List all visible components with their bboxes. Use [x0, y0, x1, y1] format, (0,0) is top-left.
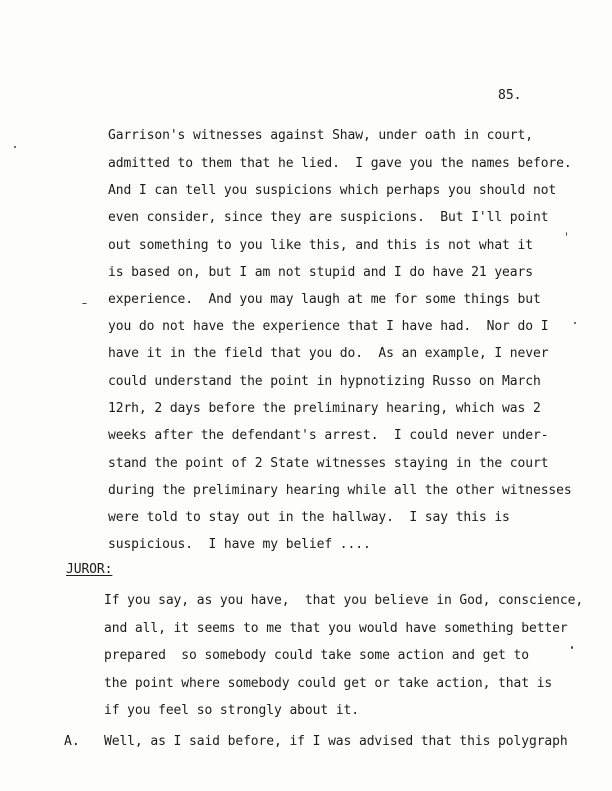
testimony-line: stand the point of 2 State witnesses staying in the court — [108, 456, 549, 471]
testimony-line: have it in the field that you do. As an example, I never — [108, 346, 549, 361]
testimony-line: weeks after the defendant's arrest. I could never under- — [108, 428, 549, 443]
juror-line: if you feel so strongly about it. — [104, 703, 359, 718]
testimony-line: could understand the point in hypnotizing Russo on March — [108, 374, 541, 389]
juror-line: and all, it seems to me that you would have something better — [104, 621, 568, 636]
testimony-line: during the preliminary hearing while all the other witnesses — [108, 483, 572, 498]
testimony-line: out something to you like this, and this is not what it — [108, 238, 533, 253]
scan-speck — [566, 232, 567, 236]
testimony-line: even consider, since they are suspicions. But I'll point — [108, 210, 549, 225]
testimony-line: were told to stay out in the hallway. I say this is — [108, 510, 510, 525]
testimony-line: you do not have the experience that I have had. Nor do I — [108, 319, 549, 334]
answer-line: Well, as I said before, if I was advised that this polygraph — [104, 734, 568, 749]
testimony-line: And I can tell you suspicions which perhaps you should not — [108, 183, 557, 198]
testimony-line: suspicious. I have my belief .... — [108, 537, 371, 552]
scan-speck — [571, 646, 573, 649]
scan-speck — [574, 322, 576, 324]
juror-speaker-label: JUROR: — [66, 562, 113, 577]
testimony-line: Garrison's witnesses against Shaw, under oath in court, — [108, 128, 533, 143]
answer-marker: A. — [64, 734, 80, 749]
testimony-line: is based on, but I am not stupid and I do have 21 years — [108, 265, 533, 280]
juror-line: prepared so somebody could take some action and get to — [104, 648, 529, 663]
testimony-line: experience. And you may laugh at me for some things but — [108, 292, 541, 307]
juror-line: the point where somebody could get or take action, that is — [104, 676, 553, 691]
juror-line: If you say, as you have, that you believe in God, conscience, — [104, 593, 584, 608]
page-number: 85. — [498, 88, 522, 103]
testimony-line: 12rh, 2 days before the preliminary hearing, which was 2 — [108, 401, 541, 416]
scan-speck — [14, 146, 16, 148]
testimony-line: admitted to them that he lied. I gave you the names before. — [108, 156, 572, 171]
scan-speck — [82, 303, 87, 304]
